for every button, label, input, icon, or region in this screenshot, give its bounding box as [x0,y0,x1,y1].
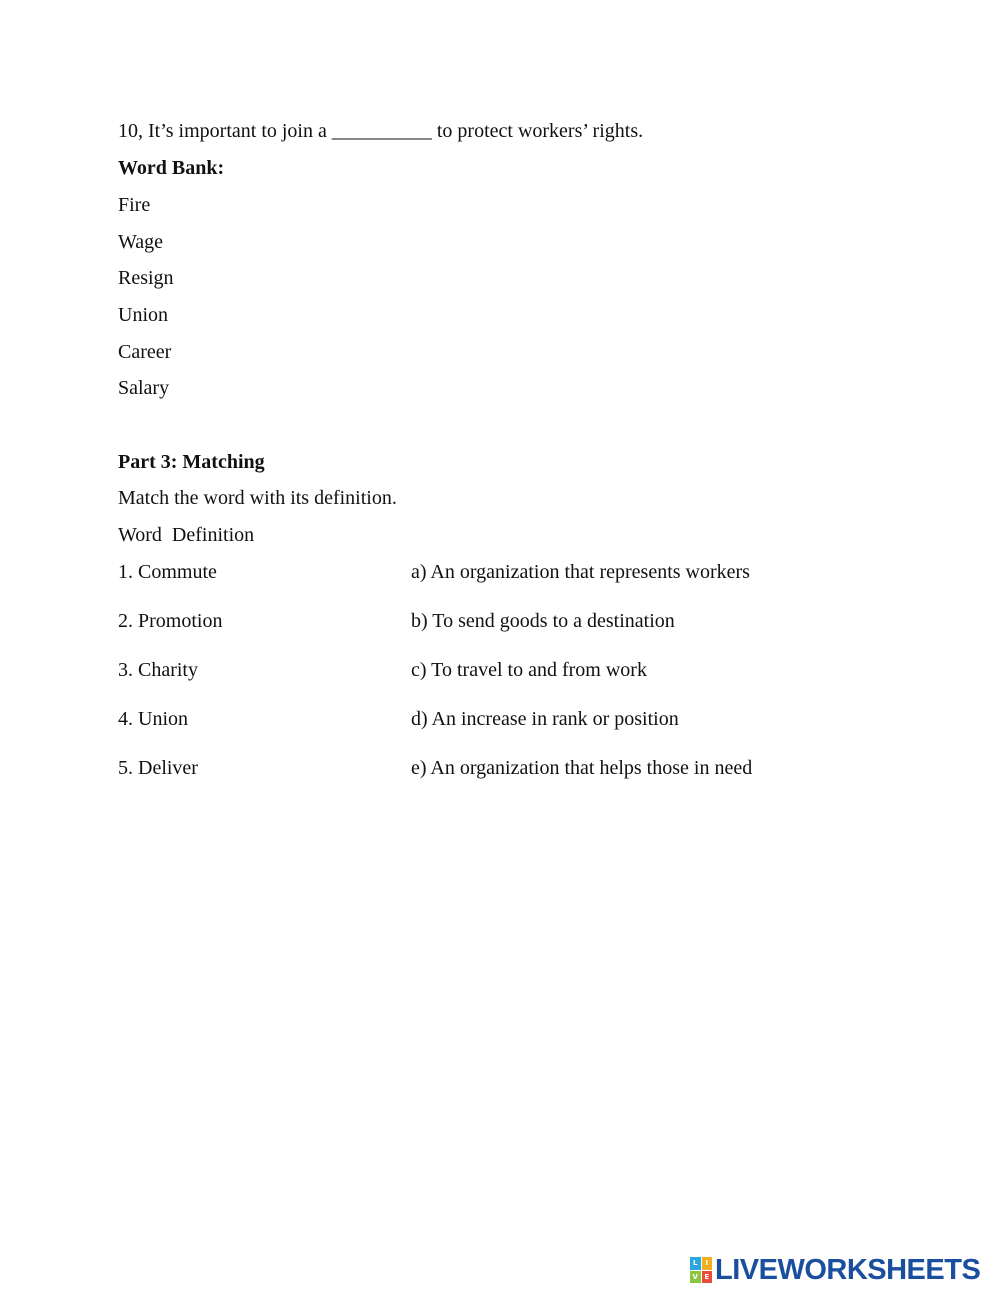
logo-mark-tile: E [702,1271,713,1284]
matching-word: 3. Charity [118,659,198,681]
word-bank-item: Career [118,341,172,363]
question-10: 10, It’s important to join a __________ to protect workers’ rights. [118,120,644,142]
matching-definition: e) An organization that helps those in need [411,757,753,779]
logo-mark-tile: I [702,1257,713,1270]
matching-word: 1. Commute [118,561,217,583]
matching-word: 4. Union [118,708,188,730]
part3-heading: Part 3: Matching [118,451,265,473]
logo-mark-tile: L [690,1257,701,1270]
part3-instruction: Match the word with its definition. [118,487,397,509]
word-bank-item: Salary [118,377,170,399]
matching-definition: c) To travel to and from work [411,659,647,681]
logo-mark-tile: V [690,1271,701,1284]
matching-word: 5. Deliver [118,757,198,779]
logo-text: LIVEWORKSHEETS [715,1253,981,1286]
matching-definition: a) An organization that represents workers [411,561,750,583]
matching-definition: d) An increase in rank or position [411,708,679,730]
liveworksheets-logo [690,1254,980,1286]
liveworksheets-mark-icon [690,1257,712,1283]
word-bank-heading: Word Bank: [118,157,225,179]
matching-word: 2. Promotion [118,610,223,632]
word-bank-item: Wage [118,231,164,253]
matching-definition: b) To send goods to a destination [411,610,675,632]
word-bank-item: Union [118,304,168,326]
word-bank-item: Resign [118,267,174,289]
word-bank-item: Fire [118,194,151,216]
matching-column-header: Word Definition [118,524,255,546]
